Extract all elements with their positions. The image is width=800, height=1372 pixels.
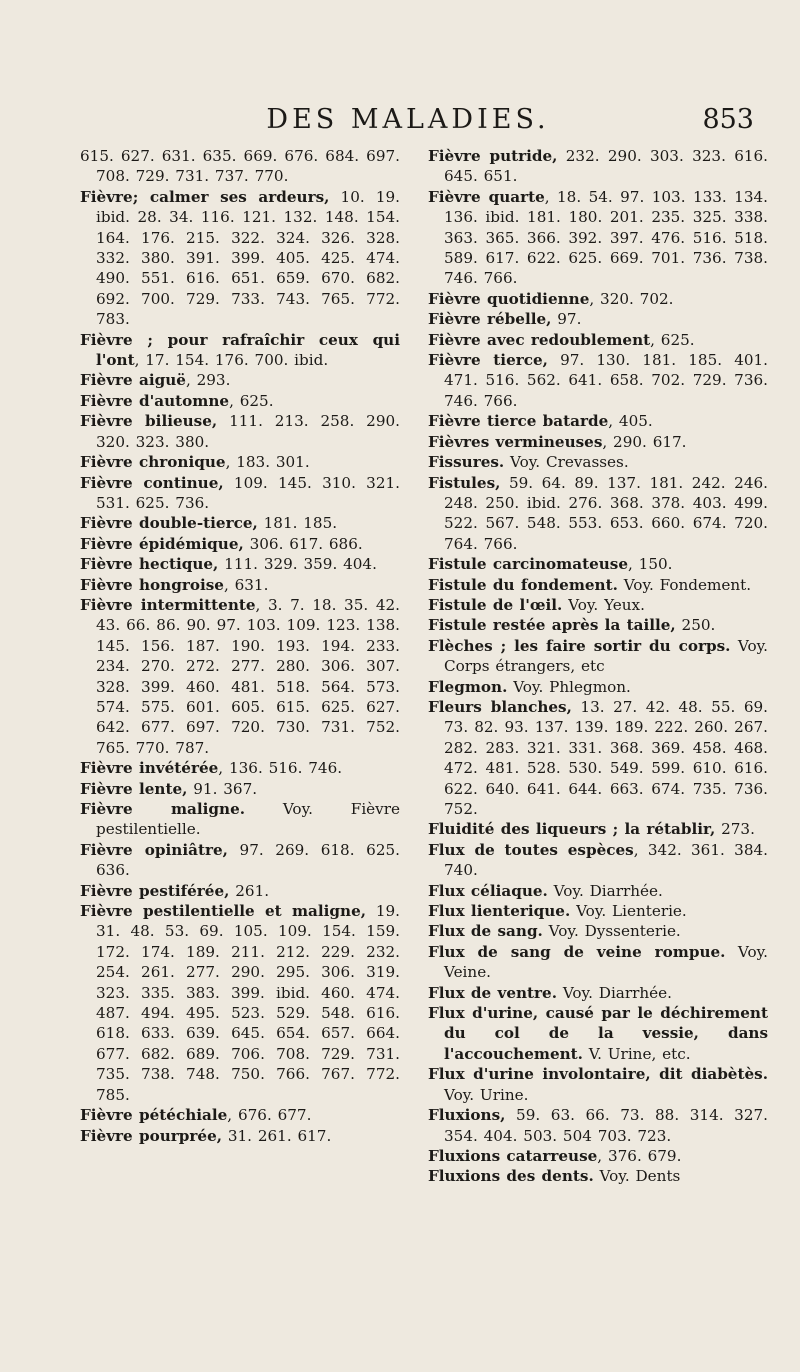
entry-references: , 183. 301. — [225, 453, 310, 472]
entry-heading: Fluxions des dents. — [428, 1167, 594, 1186]
entry-references: , 320. 702. — [589, 289, 674, 308]
entry-references: 111. 213. 258. 290. 320. 323. 380. — [96, 412, 400, 451]
index-entry — [428, 309, 768, 329]
entry-heading: Fièvre double-tierce, — [80, 514, 258, 533]
entry-heading: Flegmon. — [428, 677, 508, 696]
index-entry — [80, 881, 400, 901]
entry-heading: Fièvre hectique, — [80, 555, 219, 574]
page-header — [62, 104, 754, 144]
index-entry — [428, 1105, 768, 1146]
index-entry — [428, 330, 768, 350]
index-entry — [428, 677, 768, 697]
index-entry — [80, 554, 400, 574]
entry-references: Voy. Lienterie. — [570, 902, 687, 921]
entry-heading: Fièvre quarte — [428, 187, 545, 206]
entry-references: 181. 185. — [257, 514, 338, 533]
entry-references: 232. 290. 303. 323. 616. 645. 651. — [444, 147, 769, 186]
entry-heading: Fièvre tierce, — [428, 351, 548, 370]
index-entry — [428, 840, 768, 881]
index-entry — [428, 901, 768, 921]
index-entry — [428, 819, 768, 839]
entry-heading: Flux d'urine, causé par le déchirement du col de la vessie, dans l'accouchement. — [428, 1004, 768, 1063]
entry-heading: Fièvre; calmer ses ardeurs, — [80, 187, 330, 206]
entry-references: 97. — [551, 310, 582, 329]
index-entry — [80, 595, 400, 758]
index-entry — [428, 146, 768, 187]
index-entry — [428, 289, 768, 309]
running-title: DES MALADIES. — [266, 104, 550, 135]
entry-heading: Fièvre invétérée — [80, 759, 219, 778]
entry-heading: Fièvre d'automne — [80, 391, 230, 410]
entry-references: , 17. 154. 176. 700. ibid. — [134, 351, 329, 370]
index-entry — [80, 799, 400, 840]
index-entry — [80, 513, 400, 533]
index-entry — [80, 901, 400, 1105]
index-entry — [428, 575, 768, 595]
index-entry — [80, 1105, 400, 1125]
index-entry — [80, 330, 400, 371]
entry-heading: Fistule carcinomateuse — [428, 555, 629, 574]
entry-heading: Fièvre rébelle, — [428, 310, 552, 329]
index-entry — [80, 575, 400, 595]
entry-heading: Fièvre quotidienne — [428, 289, 590, 308]
entry-heading: Fièvre lente, — [80, 779, 188, 798]
entry-references: , 136. 516. 746. — [218, 759, 343, 778]
entry-references: , 631. — [223, 575, 269, 594]
entry-references: , 342. 361. 384. 740. — [444, 840, 768, 880]
entry-heading: Fistule restée après la taille, — [428, 616, 676, 635]
index-entry — [80, 370, 400, 390]
index-entry — [80, 840, 400, 881]
index-entry — [428, 1166, 768, 1186]
entry-references: 111. 329. 359. 404. — [218, 555, 377, 574]
index-entry — [80, 146, 400, 187]
entry-references: , 405. — [608, 412, 653, 431]
entry-references: Voy. Diarrhée. — [547, 881, 663, 900]
index-entry — [428, 921, 768, 941]
index-entry — [428, 473, 768, 555]
entry-heading: Flèches ; les faire sortir du corps. — [428, 636, 731, 655]
entry-heading: Flux d'urine involontaire, dit diabètès. — [428, 1065, 768, 1084]
entry-references: Voy. Dyssenterie. — [542, 922, 681, 941]
index-entry — [428, 411, 768, 431]
entry-references: , 625. — [650, 330, 695, 349]
entry-heading: Flux de sang de veine rompue. — [428, 942, 726, 961]
entry-references: 59. 64. 89. 137. 181. 242. 246. 248. 250. ibid. 276. 368. 378. 403. 499. 522. 567. 548. 553. 653. 660. 674. 720. 764. 766. — [444, 473, 768, 553]
index-entry — [80, 391, 400, 411]
entry-references: Voy. Phlegmon. — [507, 677, 631, 696]
entry-references: 91. 367. — [187, 779, 258, 798]
index-entry — [428, 636, 768, 677]
entry-references: 261. — [229, 881, 270, 900]
index-entry — [428, 881, 768, 901]
entry-references: 10. 19. ibid. 28. 34. 116. 121. 132. 148. 154. 164. 176. 215. 322. 324. 326. 328. 332. 380. 391. 399. 405. 425. 474. 490. 551. 616. 651. 659. 670. 682. 692. 700. 729. 733. 743. 765. 772. 783. — [96, 187, 400, 329]
entry-heading: Fluxions, — [428, 1106, 506, 1125]
index-entry — [80, 758, 400, 778]
entry-heading: Fièvres vermineuses — [428, 432, 603, 451]
index-entry — [428, 452, 768, 472]
entry-heading: Fièvre tierce batarde — [428, 412, 609, 431]
index-column-left — [80, 146, 400, 1146]
entry-heading: Fièvre intermittente — [80, 595, 256, 614]
index-entry — [428, 432, 768, 452]
entry-references: 13. 27. 42. 48. 55. 69. 73. 82. 93. 137. 139. 189. 222. 260. 267. 282. 283. 321. 331. 368. 369. 458. 468. 472. 481. 528. 530. 549. 599. 610. 616. 622. 640. 641. 644. 663. 674. 735. 736. 752. — [444, 697, 768, 818]
index-entry — [80, 779, 400, 799]
entry-heading: Fièvre putride, — [428, 147, 558, 165]
entry-heading: Flux céliaque. — [428, 881, 548, 900]
index-entry — [428, 595, 768, 615]
entry-heading: Fièvre pestilentielle et maligne, — [80, 902, 367, 921]
entry-references: Voy. Diarrhée. — [557, 983, 672, 1002]
entry-references: 19. 31. 48. 53. 69. 105. 109. 154. 159. 172. 174. 189. 211. 212. 229. 232. 254. 261. 277. 290. 295. 306. 319. 323. 335. 383. 399. ibid. 460. 474. 487. 494. 495. 523. 529. 548. 616. 618. 633. 639. 645. 654. 657. 664. 677. 682. 689. 706. 708. 729. 731. 735. 738. 748. 750. 766. 767. 772. 785. — [96, 902, 401, 1104]
entry-heading: Fièvre pourprée, — [80, 1126, 223, 1145]
entry-references: Voy. Veine. — [444, 942, 768, 982]
entry-references: 273. — [715, 820, 755, 839]
entry-heading: Flux lienterique. — [428, 902, 571, 921]
entry-heading: Fièvre avec redoublement — [428, 330, 651, 349]
index-entry — [428, 1064, 768, 1105]
entry-references: , 150. — [628, 555, 673, 574]
index-entry — [428, 615, 768, 635]
entry-heading: Fistule du fondement. — [428, 575, 618, 594]
entry-heading: Fièvre maligne. — [80, 800, 246, 818]
entry-heading: Fièvre épidémique, — [80, 534, 244, 553]
entry-references: , 293. — [185, 371, 231, 390]
index-entry — [80, 411, 400, 452]
entry-references: Voy. Corps étrangers, etc — [444, 636, 768, 676]
entry-references: 306. 617. 686. — [243, 534, 363, 553]
index-entry — [428, 350, 768, 411]
entry-heading: Fièvre pestiférée, — [80, 881, 230, 900]
entry-references: , 18. 54. 97. 103. 133. 134. 136. ibid. 181. 180. 201. 235. 325. 338. 363. 365. 366. 392. 397. 476. 516. 518. 589. 617. 622. 625. 669. 701. 736. 738. 746. 766. — [444, 187, 768, 288]
entry-references: , 3. 7. 18. 35. 42. 43. 66. 86. 90. 97. 103. 109. 123. 138. 145. 156. 187. 190. 193. 194. 233. 234. 270. 272. 277. 280. 306. 307. 328. 399. 460. 481. 518. 564. 573. 574. 575. 601. 605. 615. 625. 627. 642. 677. 697. 720. 730. 731. 752. 765. 770. 787. — [96, 595, 400, 757]
index-entry — [80, 534, 400, 554]
entry-heading: Flux de toutes espèces — [428, 840, 634, 859]
entry-references: Voy. Crevasses. — [504, 453, 629, 472]
index-column-right — [428, 146, 768, 1187]
index-entry — [428, 942, 768, 983]
entry-heading: Flux de ventre. — [428, 983, 558, 1002]
entry-heading: Fièvre continue, — [80, 473, 224, 492]
entry-heading: Fièvre hongroise — [80, 575, 224, 594]
entry-references: , 676. 677. — [227, 1106, 312, 1125]
index-entry — [80, 187, 400, 330]
index-entry — [428, 983, 768, 1003]
index-entry — [428, 1003, 768, 1064]
entry-references: Voy. Urine. — [444, 1085, 529, 1104]
entry-heading: Fleurs blanches, — [428, 697, 572, 716]
entry-heading: Fièvre opiniâtre, — [80, 840, 228, 859]
entry-references: 59. 63. 66. 73. 88. 314. 327. 354. 404. 503. 504 703. 723. — [444, 1106, 768, 1145]
entry-references: V. Urine, etc. — [582, 1044, 691, 1063]
entry-heading: Fistule de l'œil. — [428, 595, 563, 614]
index-entry — [428, 1146, 768, 1166]
entry-references: 97. 130. 181. 185. 401. 471. 516. 562. 641. 658. 702. 729. 736. 746. 766. — [444, 351, 769, 410]
index-entry — [80, 452, 400, 472]
entry-references: 31. 261. 617. — [222, 1126, 332, 1145]
page-number: 853 — [702, 104, 754, 135]
entry-heading: Fièvre chronique — [80, 453, 226, 472]
entry-heading: Fièvre aiguë — [80, 371, 186, 390]
index-entry — [428, 697, 768, 819]
entry-heading: Fissures. — [428, 453, 505, 472]
entry-references: , 290. 617. — [602, 432, 687, 451]
entry-references: Voy. Fondement. — [617, 575, 752, 594]
entry-heading: Flux de sang. — [428, 922, 543, 941]
entry-references: 250. — [675, 616, 716, 635]
entry-references: Voy. Fièvre pestilentielle. — [96, 800, 400, 839]
entry-references: Voy. Yeux. — [562, 595, 645, 614]
index-entry — [80, 473, 400, 514]
entry-references: 615. 627. 631. 635. 669. 676. 684. 697. 708. 729. 731. 737. 770. — [80, 147, 400, 186]
entry-references: 97. 269. 618. 625. 636. — [96, 840, 400, 880]
entry-heading: Fièvre pétéchiale — [80, 1106, 228, 1125]
entry-references: Voy. Dents — [593, 1167, 681, 1186]
entry-heading: Fièvre bilieuse, — [80, 412, 218, 431]
entry-references: 109. 145. 310. 321. 531. 625. 736. — [96, 473, 400, 512]
entry-heading: Fluidité des liqueurs ; la rétablir, — [428, 820, 716, 839]
entry-heading: Fièvre ; pour rafraîchir ceux qui l'ont — [80, 330, 400, 370]
entry-heading: Fistules, — [428, 473, 501, 492]
entry-references: , 625. — [229, 391, 274, 410]
entry-heading: Fluxions catarreuse — [428, 1146, 598, 1165]
index-entry — [80, 1126, 400, 1146]
index-entry — [428, 187, 768, 289]
index-entry — [428, 554, 768, 574]
entry-references: , 376. 679. — [597, 1146, 682, 1165]
